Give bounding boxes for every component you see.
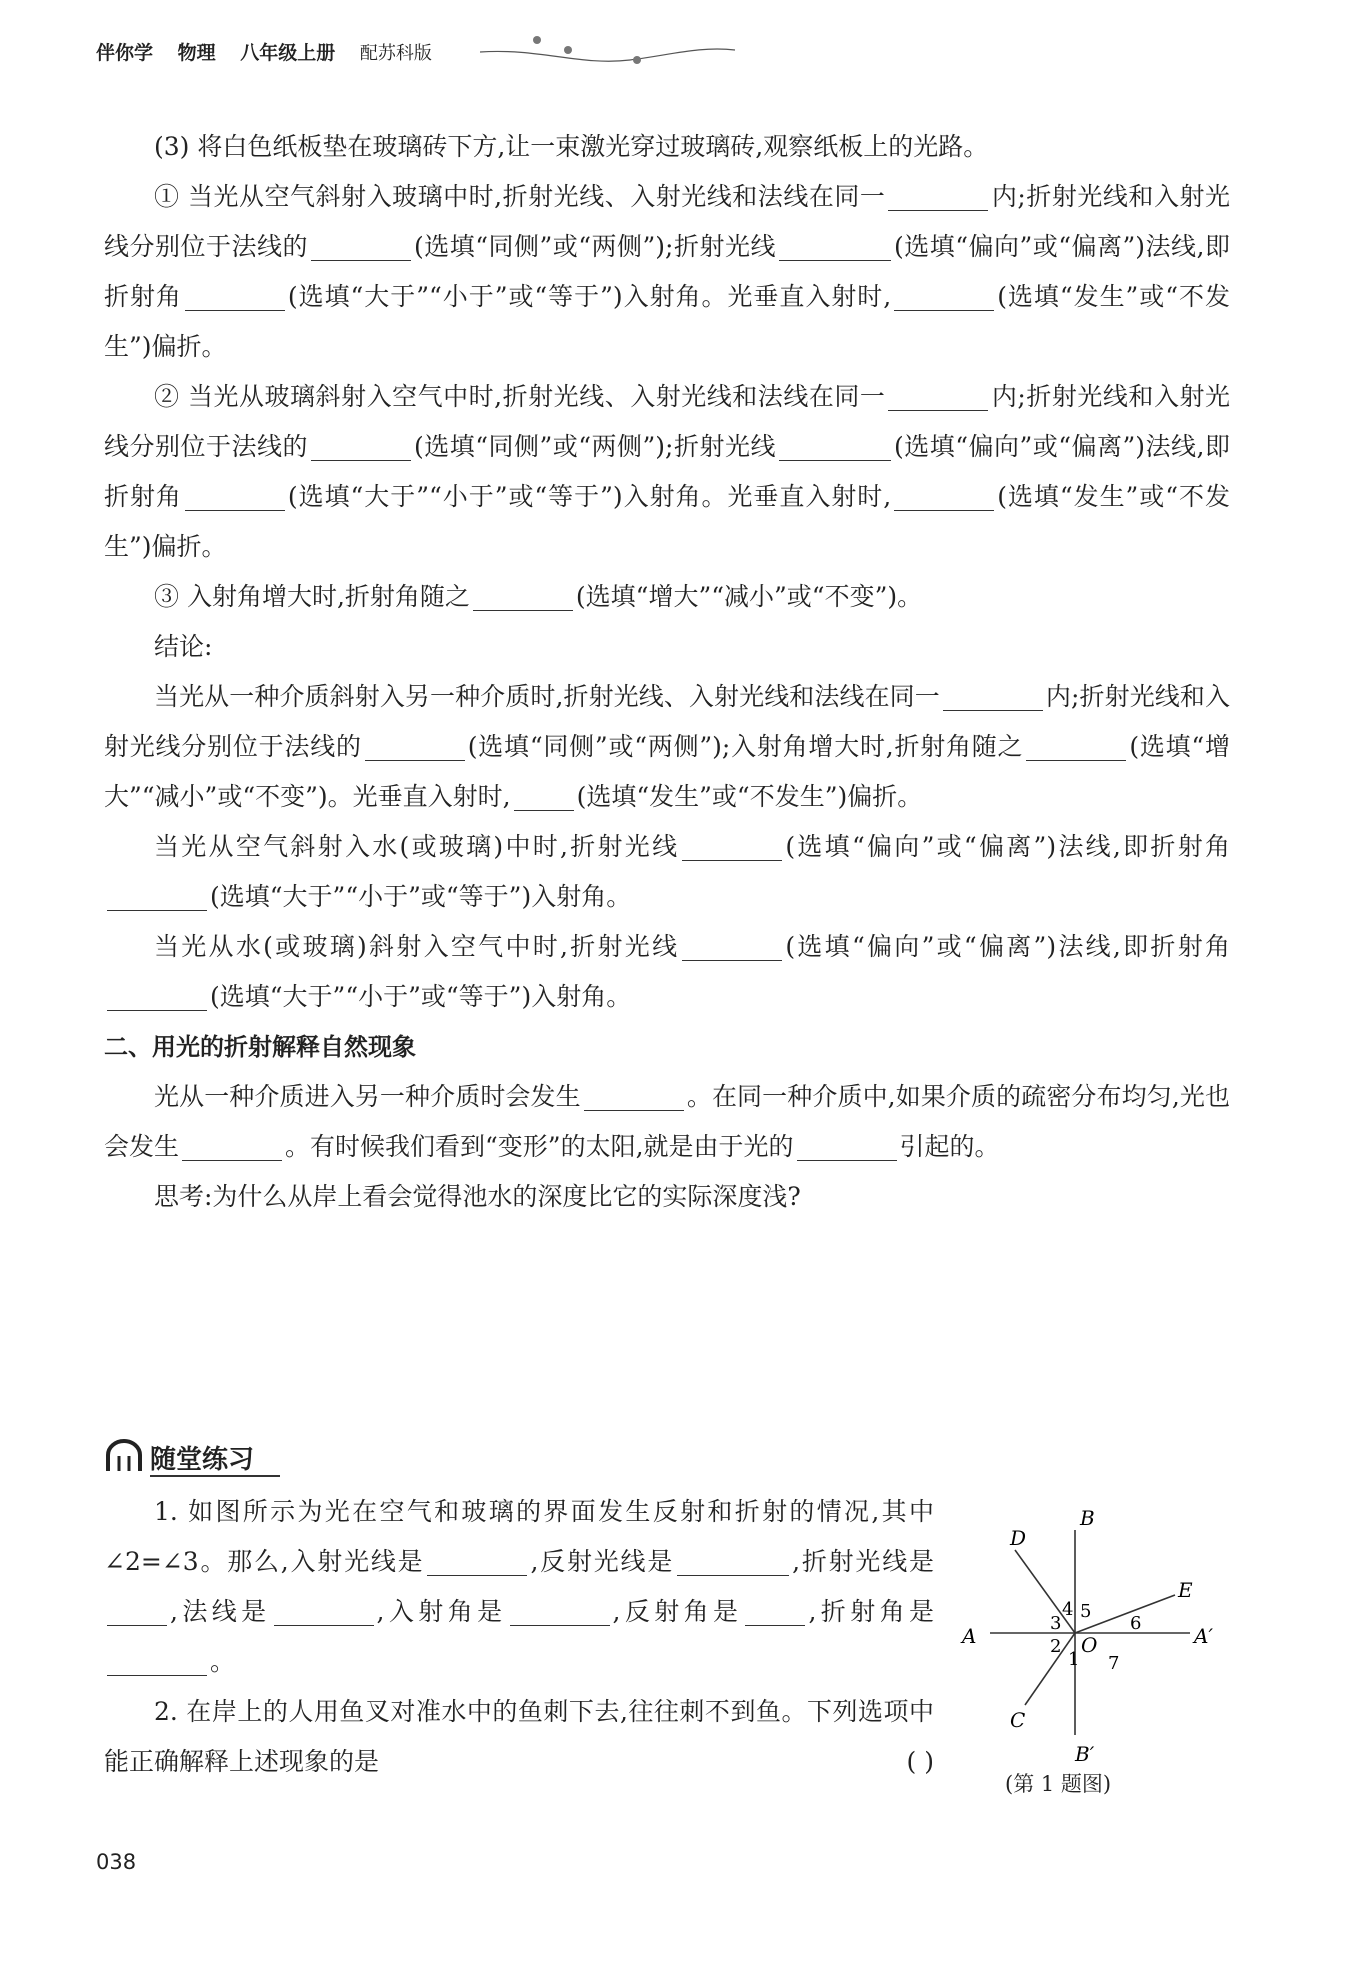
ray-od	[1015, 1550, 1075, 1633]
figure-caption: (第 1 题图)	[1005, 1772, 1112, 1796]
blank[interactable]	[1026, 730, 1126, 761]
conclusion-paragraph-3	[104, 922, 1230, 1022]
blank[interactable]	[311, 430, 411, 461]
header-edition: 配苏科版	[359, 43, 432, 64]
text: 。在同一种介质中,如果介质的疏密分布均匀,光也会发生	[104, 1082, 1230, 1161]
label-angle-7: 7	[1108, 1653, 1120, 1674]
main-content	[104, 122, 1230, 1222]
text: ,入射角是	[376, 1597, 507, 1626]
text: (选填“同侧”或“两侧”);折射光线	[413, 232, 776, 261]
page-header	[96, 38, 450, 65]
intro-text: (3) 将白色纸板垫在玻璃砖下方,让一束激光穿过玻璃砖,观察纸板上的光路。	[154, 132, 989, 161]
blank[interactable]	[311, 230, 411, 261]
text: 。有时候我们看到“变形”的太阳,就是由于光的	[285, 1132, 794, 1161]
question-1	[104, 1487, 934, 1687]
label-angle-5: 5	[1080, 1601, 1092, 1622]
header-subject: 物理	[177, 42, 216, 64]
label-angle-4: 4	[1062, 1599, 1074, 1620]
blank[interactable]	[365, 730, 465, 761]
blank[interactable]	[797, 1130, 897, 1161]
label-angle-2: 2	[1050, 1636, 1062, 1657]
label-b: B	[1080, 1506, 1095, 1530]
blank[interactable]	[894, 480, 994, 511]
text: (选填“发生”或“不发生”)偏折。	[104, 482, 1230, 561]
text: 当光从一种介质斜射入另一种介质时,折射光线、入射光线和法线在同一	[154, 682, 940, 711]
blank[interactable]	[274, 1595, 374, 1626]
blank[interactable]	[107, 980, 207, 1011]
conclusion-label	[104, 622, 1230, 672]
refraction-figure	[950, 1505, 1220, 1765]
section-2-title: 二、用光的折射解释自然现象	[104, 1033, 416, 1061]
text: ,法线是	[170, 1597, 271, 1626]
text: 光从一种介质进入另一种介质时会发生	[154, 1082, 581, 1111]
blank[interactable]	[107, 1595, 167, 1626]
practice-title-text: 随堂练习	[150, 1445, 255, 1475]
label-angle-1: 1	[1068, 1649, 1080, 1670]
blank[interactable]	[779, 430, 891, 461]
think-question: 思考:为什么从岸上看会觉得池水的深度比它的实际深度浅?	[154, 1182, 801, 1211]
label-a: A	[962, 1624, 977, 1648]
blank[interactable]	[888, 180, 988, 211]
text: 。	[210, 1647, 236, 1676]
question-2	[104, 1687, 934, 1787]
label-a-prime: A′	[1194, 1624, 1213, 1648]
header-decoration	[480, 30, 740, 70]
text: 引起的。	[899, 1132, 1000, 1161]
section-2-paragraph	[104, 1072, 1230, 1172]
blank[interactable]	[682, 930, 782, 961]
paragraph-glass-to-air	[104, 372, 1230, 572]
practice-title-underline	[150, 1475, 280, 1477]
header-grade: 八年级上册	[240, 42, 336, 64]
label-e: E	[1178, 1578, 1193, 1602]
text: (选填“大于”“小于”或“等于”)入射角。	[210, 882, 632, 911]
text: ① 当光从空气斜射入玻璃中时,折射光线、入射光线和法线在同一	[154, 182, 886, 211]
text: (选填“大于”“小于”或“等于”)入射角。	[210, 982, 632, 1011]
text: (选填“发生”或“不发生”)偏折。	[104, 282, 1230, 361]
text: 内;折射光线和入射光线分别位于法线的	[104, 182, 1230, 261]
blank[interactable]	[745, 1595, 805, 1626]
blank[interactable]	[779, 230, 891, 261]
blank[interactable]	[682, 830, 782, 861]
text: 内;折射光线和入射光线分别位于法线的	[104, 382, 1230, 461]
blank[interactable]	[107, 1645, 207, 1676]
paragraph-air-to-glass	[104, 172, 1230, 372]
text: ③ 入射角增大时,折射角随之	[154, 582, 470, 611]
blank[interactable]	[510, 1595, 610, 1626]
text: (选填“发生”或“不发生”)偏折。	[576, 782, 923, 811]
conclusion-paragraph-1	[104, 672, 1230, 822]
label-o: O	[1081, 1633, 1098, 1657]
blank[interactable]	[107, 880, 207, 911]
text: (选填“增大”“减小”或“不变”)。光垂直入射时,	[104, 732, 1230, 811]
text: (选填“偏向”或“偏离”)法线,即折射角	[104, 432, 1230, 511]
text: (选填“大于”“小于”或“等于”)入射角。光垂直入射时,	[287, 482, 892, 511]
label-d: D	[1010, 1526, 1027, 1550]
text: (选填“大于”“小于”或“等于”)入射角。光垂直入射时,	[287, 282, 892, 311]
text: ,折射角是	[808, 1597, 934, 1626]
text: 当光从空气斜射入水(或玻璃)中时,折射光线	[154, 832, 680, 861]
conclusion-paragraph-2	[104, 822, 1230, 922]
blank[interactable]	[943, 680, 1043, 711]
text: 2. 在岸上的人用鱼叉对准水中的鱼刺下去,往往刺不到鱼。下列选项中能正确解释上述现象的是	[104, 1697, 934, 1776]
header-series: 伴你学	[96, 42, 154, 64]
text: (选填“增大”“减小”或“不变”)。	[575, 582, 923, 611]
text: 1. 如图所示为光在空气和玻璃的界面发生反射和折射的情况,其中∠2=∠3。那么,入射光线是	[104, 1497, 934, 1576]
paragraph-angle-change	[104, 572, 1230, 622]
text: ,反射光线是	[530, 1547, 675, 1576]
text: (选填“偏向”或“偏离”)法线,即折射角	[785, 832, 1230, 861]
text: ② 当光从玻璃斜射入空气中时,折射光线、入射光线和法线在同一	[154, 382, 886, 411]
text: 结论:	[154, 632, 213, 661]
text: (选填“偏向”或“偏离”)法线,即折射角	[785, 932, 1230, 961]
blank[interactable]	[888, 380, 988, 411]
blank[interactable]	[182, 1130, 282, 1161]
blank[interactable]	[185, 480, 285, 511]
page-number: 038	[96, 1850, 137, 1874]
blank[interactable]	[473, 580, 573, 611]
blank[interactable]	[185, 280, 285, 311]
text: (选填“同侧”或“两侧”);折射光线	[413, 432, 776, 461]
blank[interactable]	[677, 1545, 789, 1576]
intro-paragraph	[104, 122, 1230, 172]
practice-arch-icon	[104, 1439, 144, 1473]
text: (选填“偏向”或“偏离”)法线,即折射角	[104, 232, 1230, 311]
label-b-prime: B′	[1075, 1742, 1095, 1765]
text: ,折射光线是	[792, 1547, 934, 1576]
blank[interactable]	[894, 280, 994, 311]
text: ,反射角是	[612, 1597, 743, 1626]
blank[interactable]	[427, 1545, 527, 1576]
blank[interactable]	[514, 780, 574, 811]
label-c: C	[1010, 1708, 1026, 1732]
label-angle-3: 3	[1050, 1613, 1062, 1634]
text: (选填“同侧”或“两侧”);入射角增大时,折射角随之	[467, 732, 1024, 761]
text: 内;折射光线和入射光线分别位于法线的	[104, 682, 1230, 761]
blank[interactable]	[584, 1080, 684, 1111]
answer-parentheses[interactable]: ( )	[906, 1747, 934, 1776]
practice-questions	[104, 1487, 934, 1787]
text: 当光从水(或玻璃)斜射入空气中时,折射光线	[154, 932, 680, 961]
label-angle-6: 6	[1130, 1613, 1142, 1634]
